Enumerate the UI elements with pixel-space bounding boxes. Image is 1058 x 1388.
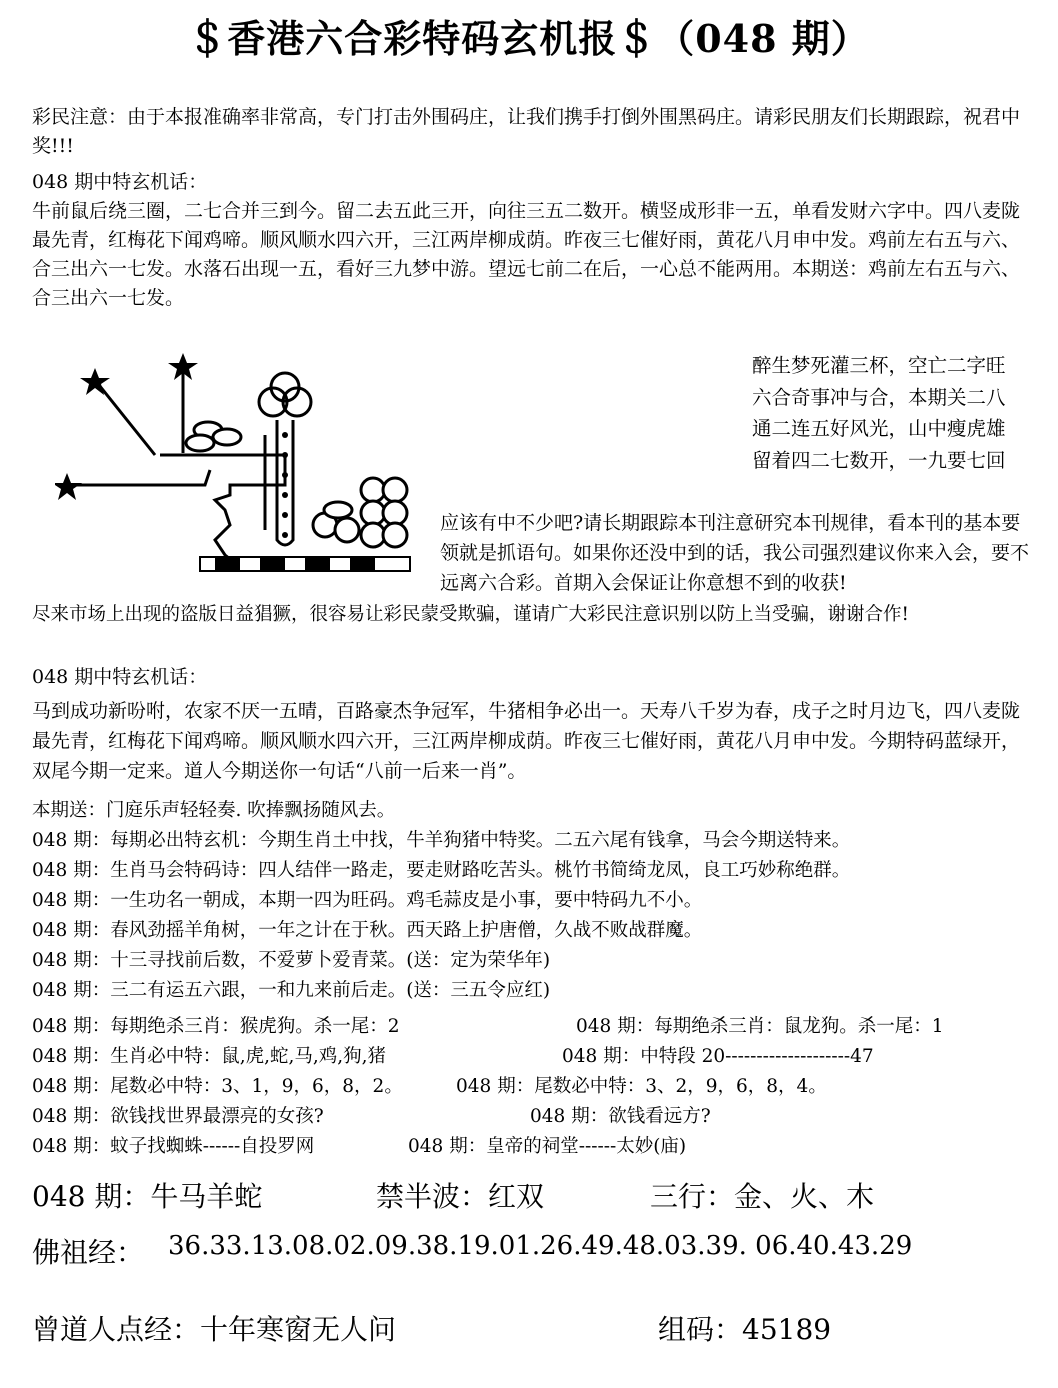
- pair-right: 048 期：每期绝杀三肖：鼠龙狗。杀一尾：1: [576, 1016, 944, 1037]
- buddha-label: 佛祖经：: [32, 1236, 145, 1269]
- promo-text: 应该有中不少吧?请长期跟踪本刊注意研究本刊规律，看本刊的基本要领就是抓语句。如果你还没中到的话，我公司强烈建议你来入会，要不远离六合彩。首期入会保证让你意想不到的收获!: [440, 512, 1030, 594]
- taoist-verse: 曾道人点经：十年寒窗无人问: [32, 1313, 397, 1346]
- section1-text: 牛前鼠后绕三圈，二七合并三到今。留二去五此三开，向往三五二数开。横竖成形非一五，单看发财六字中。四八麦陇最先青，红梅花下闻鸡啼。顺风顺水四六开，三江两岸柳成荫。昨夜三七催好雨，黄花八月申中发。鸡前左右五与六、合三出六一七发。水落石出现一五，看好三九梦中游。望远七前二在后，一心总不能两用。本期送：鸡前左右五与六、合三出六一七发。: [32, 200, 1021, 309]
- poem-block: [752, 350, 1006, 476]
- pair-right: 048 期：中特段 20--------------------47: [562, 1046, 874, 1067]
- pair-right: 048 期：欲钱看远方?: [530, 1106, 711, 1127]
- buddha-numbers: 36.33.13.08.02.09.38.19.01.26.49.48.03.39. 06.40.43.29: [168, 1231, 913, 1261]
- list-item: 048 期：每期必出特玄机：今期生肖土中找，牛羊狗猪中特奖。二五六尾有钱拿，马会今期送特来。: [32, 830, 851, 851]
- poem-line: 六合奇事冲与合，本期关二八: [752, 385, 1006, 409]
- page-title: ＄香港六合彩特码玄机报＄（048 期）: [188, 16, 870, 61]
- warning-text: 尽来市场上出现的盗版日益猖獗，很容易让彩民蒙受欺骗，谨请广大彩民注意识别以防上当受骗，谢谢合作!: [32, 604, 909, 625]
- poem-line: 醉生梦死灌三杯，空亡二字旺: [752, 354, 1006, 377]
- list-item: 048 期：春风劲摇羊角树，一年之计在于秋。西天路上护唐僧，久战不败战群魔。: [32, 920, 703, 941]
- section2-gift: 本期送：门庭乐声轻轻奏. 吹捧飘扬随风去。: [32, 800, 396, 821]
- section1-heading: 048 期中特玄机话：: [32, 171, 208, 193]
- poem-line: 留着四二七数开，一九要七回: [752, 448, 1006, 472]
- pair-left: 048 期：生肖必中特：鼠,虎,蛇,马,鸡,狗,猪: [32, 1046, 386, 1067]
- poem-line: 通二连五好风光，山中瘦虎雄: [752, 417, 1006, 440]
- pair-right: 048 期：尾数必中特：3、2，9，6，8，4。: [456, 1076, 827, 1097]
- list-item: 048 期：生肖马会特码诗：四人结伴一路走，要走财路吃苦头。桃竹书简绮龙凤，良工巧妙称绝群。: [32, 860, 851, 881]
- pair-left: 048 期：蚊子找蜘蛛------自投罗网: [32, 1136, 315, 1157]
- summary-elements: 三行：金、火、木: [650, 1180, 875, 1213]
- pair-left: 048 期：尾数必中特：3、1，9，6，8，2。: [32, 1076, 403, 1097]
- summary-zodiac: 048 期：牛马羊蛇: [32, 1180, 263, 1213]
- star-icon: [55, 353, 198, 500]
- pair-left: 048 期：欲钱找世界最漂亮的女孩?: [32, 1106, 324, 1127]
- section2-heading: 048 期中特玄机话：: [32, 666, 208, 688]
- list-item: 048 期：十三寻找前后数，不爱萝卜爱青菜。(送：定为荣华年): [32, 950, 551, 971]
- notice-text: 彩民注意：由于本报准确率非常高，专门打击外围码庄，让我们携手打倒外围黑码庄。请彩民朋友们长期跟踪，祝君中奖!!!: [32, 106, 1021, 157]
- summary-wave: 禁半波：红双: [376, 1180, 545, 1213]
- decorative-illustration: [55, 345, 425, 595]
- group-code: 组码：45189: [658, 1313, 832, 1346]
- pair-left: 048 期：每期绝杀三肖：猴虎狗。杀一尾：2: [32, 1016, 400, 1037]
- list-item: 048 期：一生功名一朝成，本期一四为旺码。鸡毛蒜皮是小事，要中特码九不小。: [32, 890, 703, 911]
- list-item: 048 期：三二有运五六跟，一和九来前后走。(送：三五令应红): [32, 980, 551, 1001]
- pair-right: 048 期：皇帝的祠堂------太妙(庙): [408, 1136, 687, 1157]
- section2-text: 马到成功新吩咐，农家不厌一五晴，百路豪杰争冠军，牛猪相争必出一。天寿八千岁为春，戌子之时月边飞，四八麦陇最先青，红梅花下闻鸡啼。顺风顺水四六开，三江两岸柳成荫。昨夜三七催好雨，黄花八月申中发。今期特码蓝绿开，双尾今期一定来。道人今期送你一句话“八前一后来一肖”。: [32, 700, 1021, 782]
